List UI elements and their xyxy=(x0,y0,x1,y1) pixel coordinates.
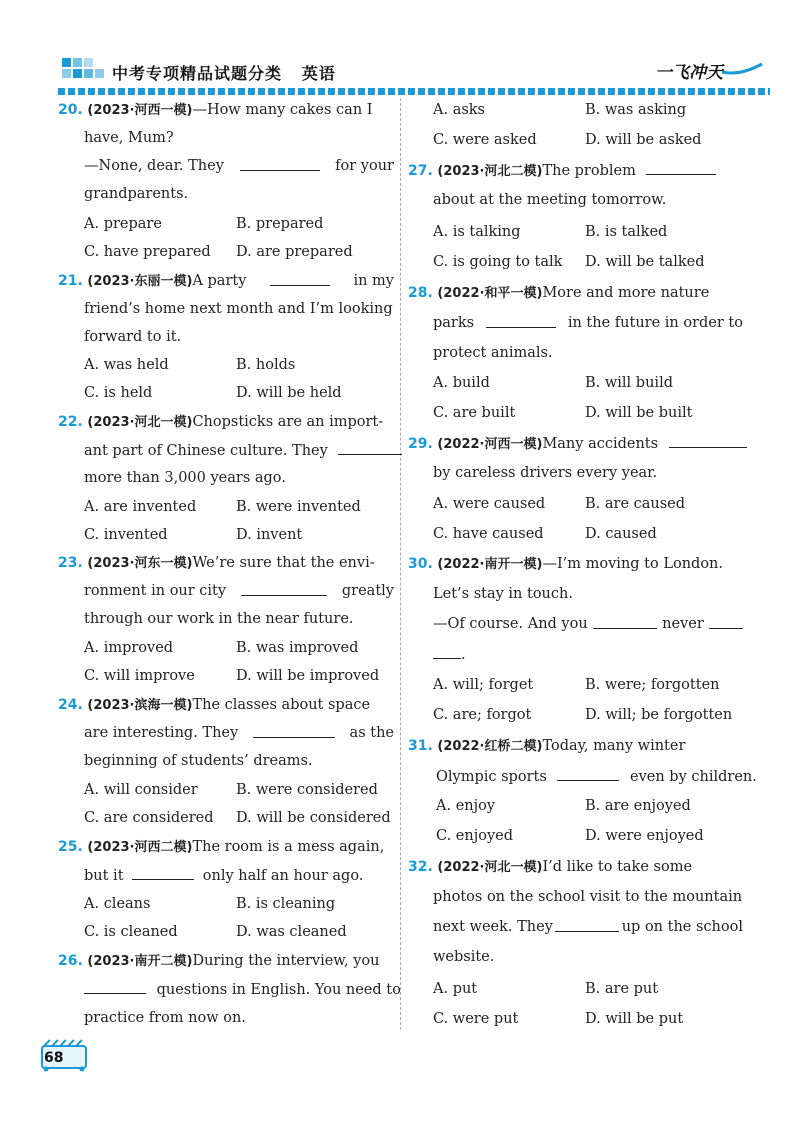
question-text: for your xyxy=(335,158,394,174)
option-c[interactable]: C. is held xyxy=(84,385,153,401)
question-text: in the future in order to xyxy=(567,315,743,331)
option-c[interactable]: C. are considered xyxy=(84,810,214,826)
question-source: (2022·和平一模) xyxy=(437,286,543,301)
question-text: A party xyxy=(192,273,247,289)
question-text: but it xyxy=(84,868,124,884)
question-number: 31. xyxy=(408,738,433,754)
option-d[interactable]: D. caused xyxy=(585,526,657,542)
option-b[interactable]: B. is cleaning xyxy=(236,896,336,912)
question-source: (2022·河北一模) xyxy=(437,860,543,875)
option-a[interactable]: A. put xyxy=(433,981,478,997)
column-divider xyxy=(400,98,401,1030)
question-number: 28. xyxy=(408,285,433,301)
option-d[interactable]: D. will be considered xyxy=(236,810,391,826)
option-d[interactable]: D. invent xyxy=(236,527,303,543)
question-text: . xyxy=(461,647,466,663)
question-text: even by children. xyxy=(630,769,757,785)
answer-blank[interactable] xyxy=(253,723,335,738)
question-text: questions in English. You need to xyxy=(156,982,401,998)
question-text: The classes about space xyxy=(192,697,371,713)
option-c[interactable]: C. are built xyxy=(433,405,516,421)
question-text: through our work in the near future. xyxy=(84,611,354,627)
question-text: parks xyxy=(433,315,475,331)
option-d[interactable]: D. were enjoyed xyxy=(585,828,704,844)
question-source: (2023·河西一模) xyxy=(87,103,193,118)
question-text: have, Mum? xyxy=(84,130,174,146)
question-text: website. xyxy=(433,949,495,965)
option-a[interactable]: A. asks xyxy=(433,102,486,118)
question-number: 23. xyxy=(58,555,83,571)
option-d[interactable]: D. will be put xyxy=(585,1011,684,1027)
question-source: (2023·东丽一模) xyxy=(87,274,193,289)
question-number: 25. xyxy=(58,839,83,855)
answer-blank[interactable] xyxy=(84,979,146,994)
question-text: Let’s stay in touch. xyxy=(433,586,573,602)
question-text: forward to it. xyxy=(84,329,182,345)
option-b[interactable]: B. is talked xyxy=(585,224,668,240)
option-b[interactable]: B. are put xyxy=(585,981,659,997)
header-rule xyxy=(58,88,770,95)
option-a[interactable]: A. will; forget xyxy=(433,677,534,693)
option-c[interactable]: C. have prepared xyxy=(84,244,211,260)
question-text: ant part of Chinese culture. They xyxy=(84,443,328,459)
question-number: 29. xyxy=(408,436,433,452)
question-text: protect animals. xyxy=(433,345,553,361)
option-d[interactable]: D. will be talked xyxy=(585,254,705,270)
question-text: —None, dear. They xyxy=(84,158,224,174)
option-b[interactable]: B. were; forgotten xyxy=(585,677,720,693)
question-text: beginning of students’ dreams. xyxy=(84,753,313,769)
option-c[interactable]: C. enjoyed xyxy=(436,828,513,844)
option-c[interactable]: C. is cleaned xyxy=(84,924,178,940)
answer-blank[interactable] xyxy=(646,160,716,175)
option-b[interactable]: B. were considered xyxy=(236,782,378,798)
question-text: Olympic sports xyxy=(436,769,547,785)
question-number: 27. xyxy=(408,163,433,179)
option-a[interactable]: A. are invented xyxy=(84,499,197,515)
question-source: (2023·南开二模) xyxy=(87,954,193,969)
question-text: up on the school xyxy=(621,919,743,935)
option-b[interactable]: B. are enjoyed xyxy=(585,798,691,814)
question-source: (2023·河东一模) xyxy=(87,556,193,571)
brand-swoosh-icon xyxy=(720,62,764,76)
option-b[interactable]: B. prepared xyxy=(236,216,324,232)
option-a[interactable]: A. prepare xyxy=(84,216,162,232)
question-text: Chopsticks are an import- xyxy=(192,414,384,430)
question-text: Many accidents xyxy=(542,436,659,452)
option-d[interactable]: D. will; be forgotten xyxy=(585,707,733,723)
option-c[interactable]: C. invented xyxy=(84,527,168,543)
answer-blank[interactable] xyxy=(338,440,402,455)
question-number: 32. xyxy=(408,859,433,875)
question-source: (2023·河西二模) xyxy=(87,840,193,855)
question-text: only half an hour ago. xyxy=(202,868,364,884)
question-source: (2022·红桥二模) xyxy=(437,739,543,754)
question-text: grandparents. xyxy=(84,186,189,202)
question-text: —I’m moving to London. xyxy=(542,556,723,572)
page-number: 68 xyxy=(44,1050,64,1066)
page-header xyxy=(0,0,800,100)
option-a[interactable]: A. was held xyxy=(84,357,169,373)
question-source: (2023·滨海一模) xyxy=(87,698,193,713)
option-c[interactable]: C. is going to talk xyxy=(433,254,563,270)
answer-blank[interactable] xyxy=(555,917,619,932)
question-text: —Of course. And you xyxy=(433,616,588,632)
answer-blank[interactable] xyxy=(557,766,619,781)
option-d[interactable]: D. will be improved xyxy=(236,668,380,684)
question-text: more than 3,000 years ago. xyxy=(84,470,286,486)
header-logo-squares xyxy=(62,58,106,88)
option-b[interactable]: B. was improved xyxy=(236,640,359,656)
question-text: photos on the school visit to the mountain xyxy=(433,889,743,905)
option-b[interactable]: B. will build xyxy=(585,375,673,391)
question-source: (2022·南开一模) xyxy=(437,557,543,572)
option-c[interactable]: C. were asked xyxy=(433,132,537,148)
question-text: are interesting. They xyxy=(84,725,239,741)
question-source: (2022·河西一模) xyxy=(437,437,543,452)
question-text: I’d like to take some xyxy=(542,859,693,875)
question-text: During the interview, you xyxy=(192,953,380,969)
question-text: about at the meeting tomorrow. xyxy=(433,192,667,208)
option-d[interactable]: D. will be held xyxy=(236,385,342,401)
answer-blank[interactable] xyxy=(486,313,556,328)
question-text: friend’s home next month and I’m looking xyxy=(84,301,393,317)
option-d[interactable]: D. will be asked xyxy=(585,132,702,148)
question-text: never xyxy=(662,616,704,632)
option-b[interactable]: B. holds xyxy=(236,357,296,373)
answer-blank[interactable] xyxy=(593,614,657,629)
question-source: (2023·河北一模) xyxy=(87,415,193,430)
header-title: 中考专项精品试题分类 英语 xyxy=(112,64,336,83)
question-text: as the xyxy=(349,725,394,741)
brand-name: 一飞冲天 xyxy=(655,63,723,83)
question-text: next week. They xyxy=(433,919,553,935)
answer-blank[interactable] xyxy=(241,581,327,596)
question-number: 20. xyxy=(58,102,83,118)
option-c[interactable]: C. were put xyxy=(433,1011,519,1027)
option-a[interactable]: A. will consider xyxy=(84,782,198,798)
question-text: The problem xyxy=(542,163,636,179)
option-c[interactable]: C. have caused xyxy=(433,526,544,542)
question-source: (2023·河北二模) xyxy=(437,164,543,179)
option-b[interactable]: B. was asking xyxy=(585,102,687,118)
question-text: The room is a mess again, xyxy=(192,839,385,855)
option-b[interactable]: B. are caused xyxy=(585,496,686,512)
option-d[interactable]: D. will be built xyxy=(585,405,693,421)
question-number: 21. xyxy=(58,273,83,289)
question-number: 26. xyxy=(58,953,83,969)
option-a[interactable]: A. is talking xyxy=(433,224,521,240)
answer-blank[interactable] xyxy=(132,865,194,880)
question-number: 24. xyxy=(58,697,83,713)
question-number: 22. xyxy=(58,414,83,430)
option-b[interactable]: B. were invented xyxy=(236,499,361,515)
question-text: greatly xyxy=(341,583,394,599)
question-text: —How many cakes can I xyxy=(192,102,373,118)
question-text: in my xyxy=(353,273,394,289)
option-d[interactable]: D. are prepared xyxy=(236,244,353,260)
answer-blank[interactable] xyxy=(270,271,330,286)
answer-blank[interactable] xyxy=(669,433,747,448)
answer-blank[interactable] xyxy=(433,644,461,659)
option-a[interactable]: A. enjoy xyxy=(436,798,496,814)
option-a[interactable]: A. improved xyxy=(84,640,174,656)
answer-blank[interactable] xyxy=(709,614,743,629)
question-text: practice from now on. xyxy=(84,1010,246,1026)
question-text: ronment in our city xyxy=(84,583,227,599)
option-a[interactable]: A. build xyxy=(433,375,490,391)
option-c[interactable]: C. are; forgot xyxy=(433,707,532,723)
option-d[interactable]: D. was cleaned xyxy=(236,924,347,940)
question-text: by careless drivers every year. xyxy=(433,465,658,481)
option-a[interactable]: A. were caused xyxy=(433,496,546,512)
option-c[interactable]: C. will improve xyxy=(84,668,195,684)
question-text: Today, many winter xyxy=(542,738,686,754)
question-text: We’re sure that the envi- xyxy=(192,555,375,571)
question-number: 30. xyxy=(408,556,433,572)
question-text: More and more nature xyxy=(542,285,710,301)
option-a[interactable]: A. cleans xyxy=(84,896,151,912)
answer-blank[interactable] xyxy=(240,156,320,171)
